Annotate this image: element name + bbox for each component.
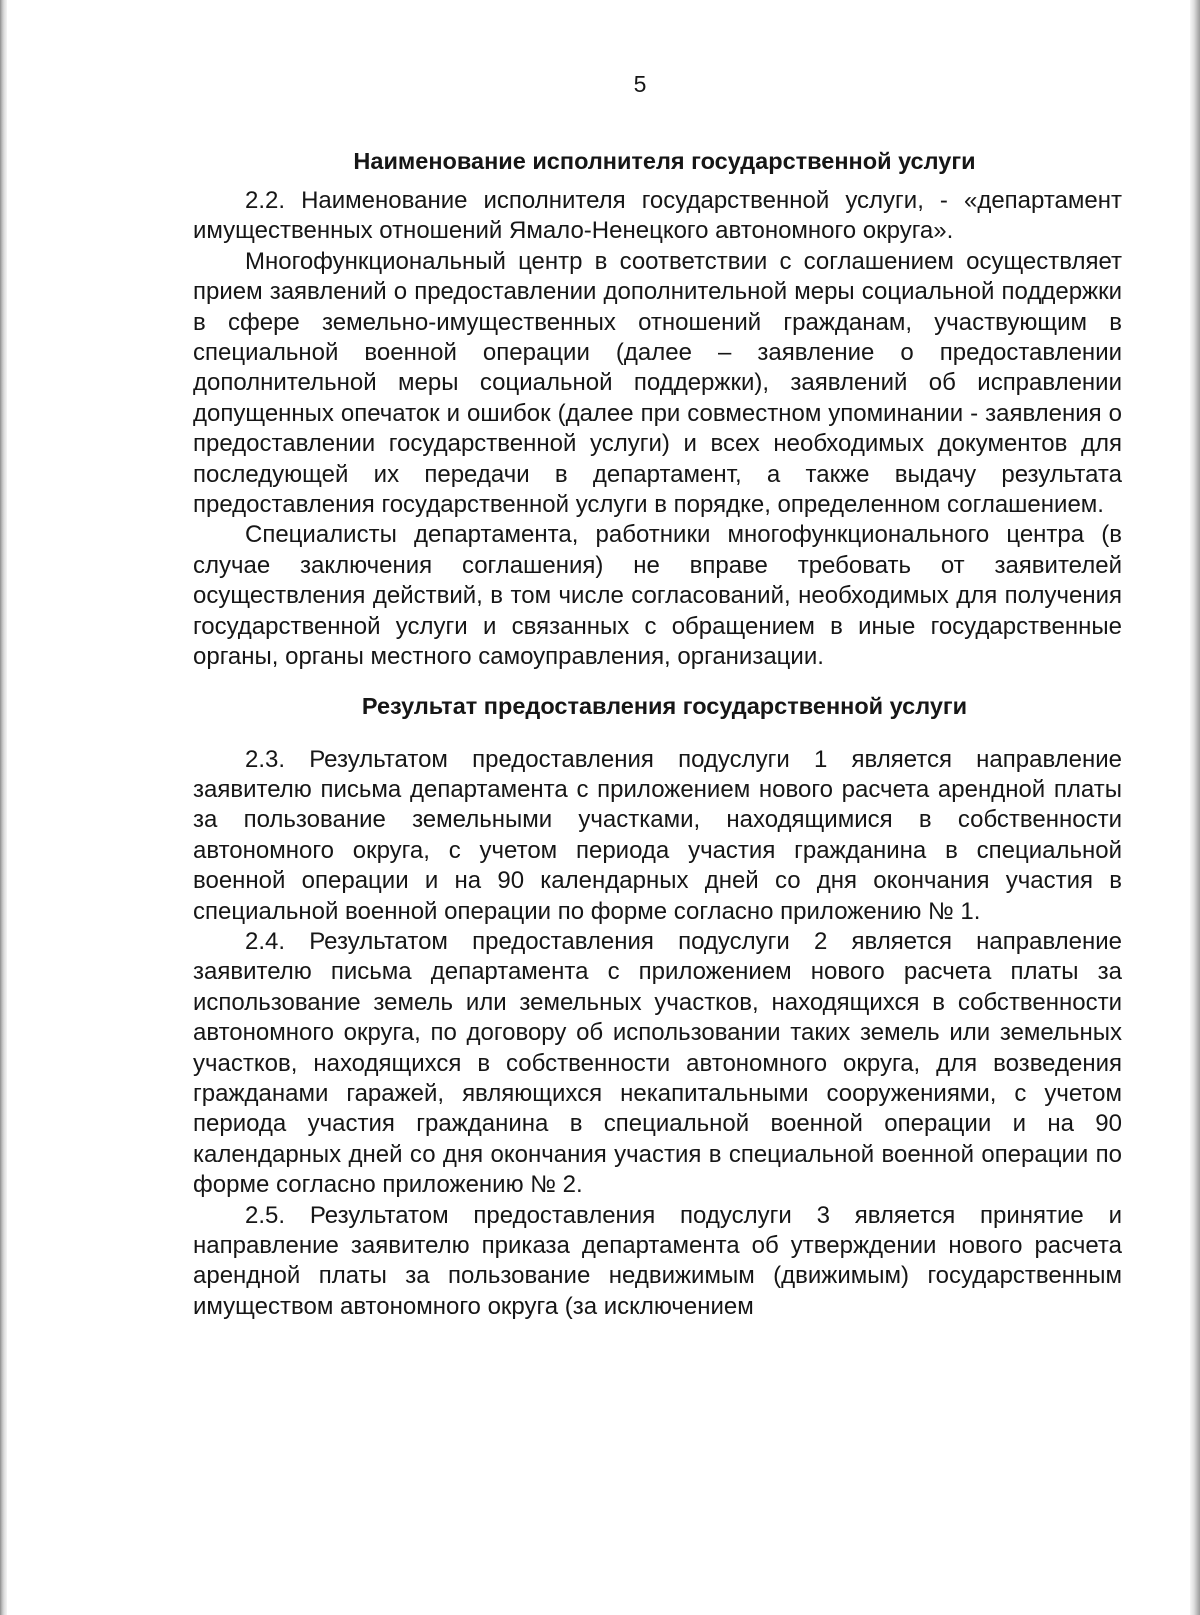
page-number: 5 bbox=[633, 71, 647, 97]
paragraph-2-5: 2.5. Результатом предоставления подуслуги 3 является принятие и направление заявителю приказа департамента об утверждении нового расчета арендной платы за пользование недвижимым (движимым) государственным имуществом автономного округа (за исключением bbox=[193, 1201, 1122, 1320]
paragraph-mfc: Многофункциональный центр в соответствии с соглашением осуществляет прием заявлений о предоставлении дополнительной меры социальной поддержки в сфере земельно-имущественных отношений гражданам, участвующим в специальной военной операции (далее – заявление о предоставлении дополнительной меры социальной поддержки), заявлений об исправлении допущенных опечаток и ошибок (далее при совместном упоминании - заявления о предоставлении государственной услуги) и всех необходимых документов для последующей их передачи в департамент, а также выдачу результата предоставления государственной услуги в порядке, определенном соглашением. bbox=[193, 247, 1122, 519]
paragraph-specialists: Специалисты департамента, работники многофункционального центра (в случае заключения соглашения) не вправе требовать от заявителей осуществления действий, в том числе согласований, необходимых для получения государственной услуги и связанных с обращением в иные государственные органы, органы местного самоуправления, организации. bbox=[193, 521, 1122, 671]
section-heading-executor: Наименование исполнителя государственной услуги bbox=[353, 148, 976, 174]
document-body bbox=[193, 146, 1122, 1322]
paragraph-2-2: 2.2. Наименование исполнителя государственной услуги, - «департамент имущественных отношений Ямало-Ненецкого автономного округа». bbox=[193, 187, 1122, 245]
section-heading-result: Результат предоставления государственной услуги bbox=[361, 692, 968, 719]
paragraph-2-3: 2.3. Результатом предоставления подуслуги 1 является направление заявителю письма департамента с приложением нового расчета арендной платы за пользование земельными участками, находящимися в собственности автономного округа, с учетом периода участия гражданина в специальной военной операции и на 90 календарных дней со дня окончания участия в специальной военной операции по форме согласно приложению № 1. bbox=[193, 745, 1122, 925]
paragraph-2-4: 2.4. Результатом предоставления подуслуги 2 является направление заявителю письма департамента с приложением нового расчета платы за использование земель или земельных участков, находящихся в собственности автономного округа, по договору об использовании таких земель или земельных участков, находящихся в собственности автономного округа, для возведения гражданами гаражей, являющихся некапитальными сооружениями, с учетом периода участия гражданина в специальной военной операции и на 90 календарных дней со дня окончания участия в специальной военной операции по форме согласно приложению № 2. bbox=[193, 927, 1122, 1199]
